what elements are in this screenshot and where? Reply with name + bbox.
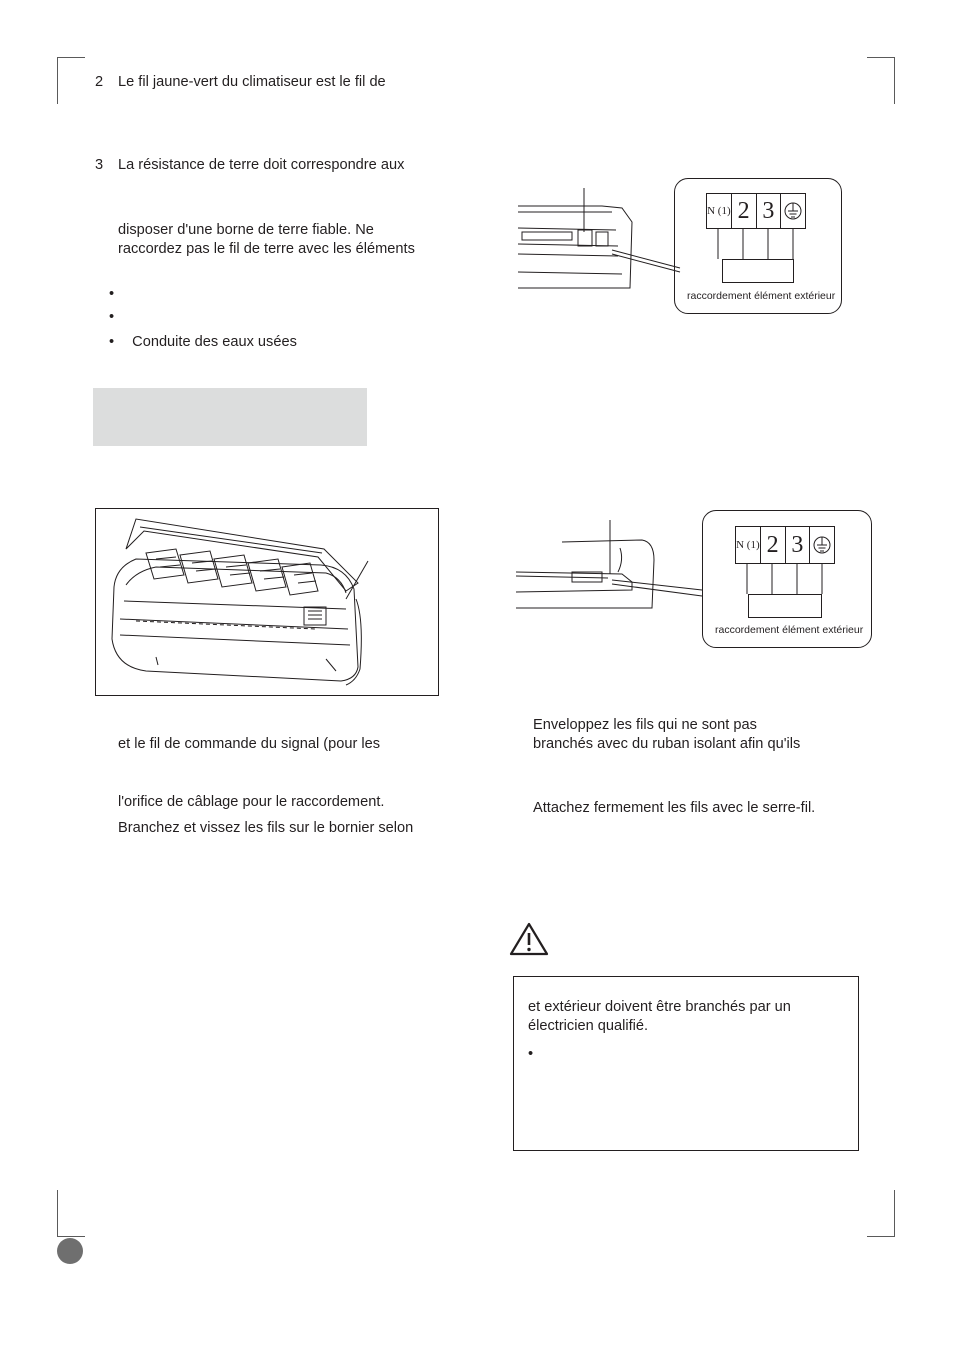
terminal-block-1 <box>706 193 806 229</box>
earth-terminal-icon <box>781 194 805 228</box>
bullet-dot: • <box>528 1046 534 1062</box>
crop-mark-top-left-vertical <box>57 57 58 104</box>
indoor-unit-illustration <box>95 508 439 696</box>
terminal-wires-2 <box>735 564 835 594</box>
steps-line-1: et le fil de commande du signal (pour les <box>118 736 381 752</box>
crop-mark-top-right-vertical <box>894 57 895 104</box>
item-2-text: Le fil jaune-vert du climatiseur est le fil de <box>118 74 386 90</box>
diagram-1-caption: raccordement élément extérieur <box>687 290 836 302</box>
terminal-3: 3 <box>786 527 811 563</box>
item-3-text: La résistance de terre doit correspondre aux <box>118 157 405 173</box>
steps-line-2: l'orifice de câblage pour le raccordement. <box>118 794 385 810</box>
warning-line-1: et extérieur doivent être branchés par un <box>528 999 791 1015</box>
item-3-number: 3 <box>95 157 104 173</box>
earth-terminal-icon <box>810 527 834 563</box>
bullet-dot: • <box>109 334 115 350</box>
terminal-3: 3 <box>757 194 782 228</box>
bullet-item-2 <box>109 307 114 327</box>
crop-mark-bottom-right-horizontal <box>867 1236 895 1237</box>
bullet-item-1 <box>109 284 114 304</box>
crop-mark-top-left-horizontal <box>57 57 85 58</box>
terminal-wires-1 <box>706 229 806 259</box>
terminal-block-2 <box>735 526 835 564</box>
terminal-2: 2 <box>761 527 786 563</box>
section-heading-band <box>93 388 367 446</box>
bullet-item-3 <box>109 332 297 352</box>
page-number-badge <box>57 1238 83 1264</box>
earth-paragraph-line-2: raccordez pas le fil de terre avec les éléments <box>118 241 415 257</box>
outdoor-plug-1 <box>722 259 794 283</box>
wrap-wires-line-2: branchés avec du ruban isolant afin qu'ils <box>533 736 801 752</box>
crop-mark-top-right-horizontal <box>867 57 895 58</box>
outdoor-plug-2 <box>748 594 822 618</box>
terminal-n1: N (1) <box>736 527 761 563</box>
crop-mark-bottom-left-vertical <box>57 1190 58 1236</box>
crop-mark-bottom-right-vertical <box>894 1190 895 1236</box>
steps-line-3: Branchez et vissez les fils sur le bornier selon <box>118 820 414 836</box>
bullet-text: Conduite des eaux usées <box>132 334 297 350</box>
bullet-dot: • <box>109 309 115 325</box>
terminal-n1: N (1) <box>707 194 732 228</box>
wiring-diagram-2-unit <box>512 520 712 620</box>
cable-tie-text: Attachez fermement les fils avec le serre-fil. <box>533 800 816 816</box>
diagram-2-caption: raccordement élément extérieur <box>715 624 864 636</box>
terminal-2: 2 <box>732 194 757 228</box>
indoor-unit-drawing <box>96 509 440 697</box>
crop-mark-bottom-left-horizontal <box>57 1236 85 1237</box>
earth-paragraph-line-1: disposer d'une borne de terre fiable. Ne <box>118 222 374 238</box>
warning-bullet <box>528 1044 533 1064</box>
warning-line-2: électricien qualifié. <box>528 1018 649 1034</box>
wrap-wires-line-1: Enveloppez les fils qui ne sont pas <box>533 717 757 733</box>
warning-triangle-icon <box>509 922 549 956</box>
bullet-dot: • <box>109 286 115 302</box>
wiring-diagram-1-unit <box>512 188 682 298</box>
item-2-number: 2 <box>95 74 104 90</box>
